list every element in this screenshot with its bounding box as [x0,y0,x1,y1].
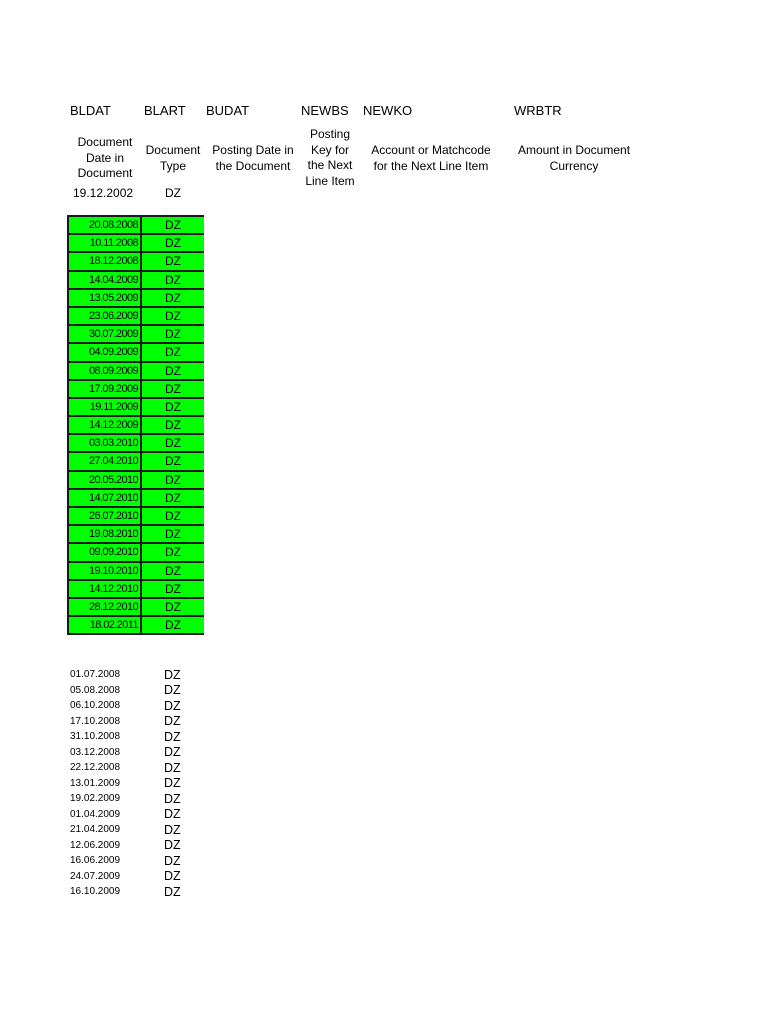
plain-row-type: DZ [164,807,181,822]
column-desc-budat: Posting Date in the Document [212,143,294,173]
plain-row-date: 06.10.2008 [70,700,121,712]
first-row-date: 19.12.2002 [73,186,134,200]
plain-row [70,838,210,854]
plain-row-date: 17.10.2008 [70,715,121,727]
plain-row-type: DZ [164,838,181,853]
highlighted-row [69,290,204,308]
column-code-blart: BLART [144,103,186,118]
highlighted-row [69,308,204,326]
highlighted-row-date: 20.05.2010 [69,472,142,490]
plain-row-date: 31.10.2008 [70,731,121,743]
highlighted-row-date: 26.07.2010 [69,508,142,526]
highlighted-row-date: 14.12.2010 [69,581,142,599]
highlighted-row [69,381,204,399]
highlighted-row-type: DZ [142,326,204,344]
highlighted-rows-table [67,215,204,635]
highlighted-row-type: DZ [142,253,204,271]
plain-row-date: 21.04.2009 [70,824,121,836]
column-desc-wrbtr: Amount in Document Currency [517,143,631,173]
highlighted-row-date: 10.11.2008 [69,235,142,253]
plain-row [70,714,210,730]
highlighted-row-type: DZ [142,581,204,599]
highlighted-row-date: 18.02.2011 [69,617,142,635]
plain-row [70,729,210,745]
highlighted-row-date: 20.08.2008 [69,217,142,235]
highlighted-row [69,472,204,490]
highlighted-row [69,417,204,435]
highlighted-row-date: 03.03.2010 [69,435,142,453]
plain-row-type: DZ [164,853,181,868]
highlighted-row-date: 23.06.2009 [69,308,142,326]
highlighted-row-date: 14.04.2009 [69,272,142,290]
column-code-wrbtr: WRBTR [514,103,562,118]
plain-row [70,776,210,792]
highlighted-row-date: 27.04.2010 [69,453,142,471]
plain-row-type: DZ [164,869,181,884]
highlighted-row [69,526,204,544]
highlighted-row-type: DZ [142,417,204,435]
column-desc-blart: Document Type [145,143,201,173]
highlighted-row-date: 08.09.2009 [69,363,142,381]
plain-row [70,869,210,885]
highlighted-row [69,326,204,344]
plain-row-date: 19.02.2009 [70,793,121,805]
column-code-bldat: BLDAT [70,103,111,118]
highlighted-row-date: 19.08.2010 [69,526,142,544]
highlighted-row [69,544,204,562]
highlighted-row-type: DZ [142,453,204,471]
plain-row-date: 16.06.2009 [70,855,121,867]
plain-row [70,884,210,900]
plain-rows-list [70,667,210,900]
highlighted-row-type: DZ [142,599,204,617]
plain-row [70,791,210,807]
highlighted-row-type: DZ [142,344,204,362]
plain-row-type: DZ [164,776,181,791]
plain-row [70,807,210,823]
plain-row-type: DZ [164,791,181,806]
highlighted-row-type: DZ [142,617,204,635]
plain-row-date: 01.07.2008 [70,669,121,681]
highlighted-row-type: DZ [142,308,204,326]
plain-row [70,760,210,776]
highlighted-row-type: DZ [142,381,204,399]
highlighted-row [69,435,204,453]
plain-row-type: DZ [164,822,181,837]
highlighted-row [69,272,204,290]
column-code-newbs: NEWBS [301,103,349,118]
column-desc-newbs: Posting Key for the Next Line Item [305,127,355,188]
highlighted-row-type: DZ [142,235,204,253]
highlighted-row-date: 09.09.2010 [69,544,142,562]
highlighted-row-type: DZ [142,399,204,417]
column-desc-bldat: Document Date in Document [77,135,133,180]
plain-row-date: 05.08.2008 [70,684,121,696]
highlighted-row [69,581,204,599]
column-code-budat: BUDAT [206,103,250,118]
highlighted-row-date: 30.07.2009 [69,326,142,344]
highlighted-row [69,217,204,235]
highlighted-row-type: DZ [142,526,204,544]
highlighted-row-type: DZ [142,272,204,290]
highlighted-row [69,344,204,362]
highlighted-row-type: DZ [142,363,204,381]
highlighted-row-type: DZ [142,508,204,526]
plain-row-type: DZ [164,714,181,729]
highlighted-row-date: 14.12.2009 [69,417,142,435]
highlighted-row-type: DZ [142,472,204,490]
plain-row-type: DZ [164,683,181,698]
column-desc-newko: Account or Matchcode for the Next Line Item [371,143,491,173]
highlighted-row [69,508,204,526]
highlighted-row [69,563,204,581]
plain-row-type: DZ [164,667,181,682]
highlighted-row-date: 04.09.2009 [69,344,142,362]
plain-row-type: DZ [164,884,181,899]
highlighted-row-type: DZ [142,563,204,581]
highlighted-row-date: 14.07.2010 [69,490,142,508]
highlighted-row [69,453,204,471]
highlighted-row-date: 13.05.2009 [69,290,142,308]
column-code-newko: NEWKO [363,103,413,118]
plain-row-date: 03.12.2008 [70,746,121,758]
highlighted-row [69,253,204,271]
highlighted-row-type: DZ [142,435,204,453]
plain-row [70,745,210,761]
highlighted-row [69,490,204,508]
highlighted-row [69,617,204,635]
plain-row-date: 01.04.2009 [70,808,121,820]
plain-row-type: DZ [164,729,181,744]
plain-row-date: 16.10.2009 [70,886,121,898]
highlighted-row [69,363,204,381]
plain-row [70,853,210,869]
plain-row-type: DZ [164,760,181,775]
highlighted-row [69,235,204,253]
highlighted-row-date: 19.11.2009 [69,399,142,417]
plain-row-date: 24.07.2009 [70,870,121,882]
highlighted-row-date: 28.12.2010 [69,599,142,617]
highlighted-row-date: 18.12.2008 [69,253,142,271]
highlighted-row-date: 17.09.2009 [69,381,142,399]
plain-row-date: 12.06.2009 [70,839,121,851]
plain-row-type: DZ [164,698,181,713]
plain-row [70,683,210,699]
plain-row-date: 22.12.2008 [70,762,121,774]
first-row-type: DZ [165,186,181,200]
plain-row [70,667,210,683]
highlighted-row-type: DZ [142,544,204,562]
highlighted-row-type: DZ [142,290,204,308]
highlighted-row-type: DZ [142,217,204,235]
plain-row [70,822,210,838]
highlighted-row-date: 19.10.2010 [69,563,142,581]
plain-row-type: DZ [164,745,181,760]
highlighted-row-type: DZ [142,490,204,508]
highlighted-row [69,399,204,417]
plain-row-date: 13.01.2009 [70,777,121,789]
highlighted-row [69,599,204,617]
plain-row [70,698,210,714]
